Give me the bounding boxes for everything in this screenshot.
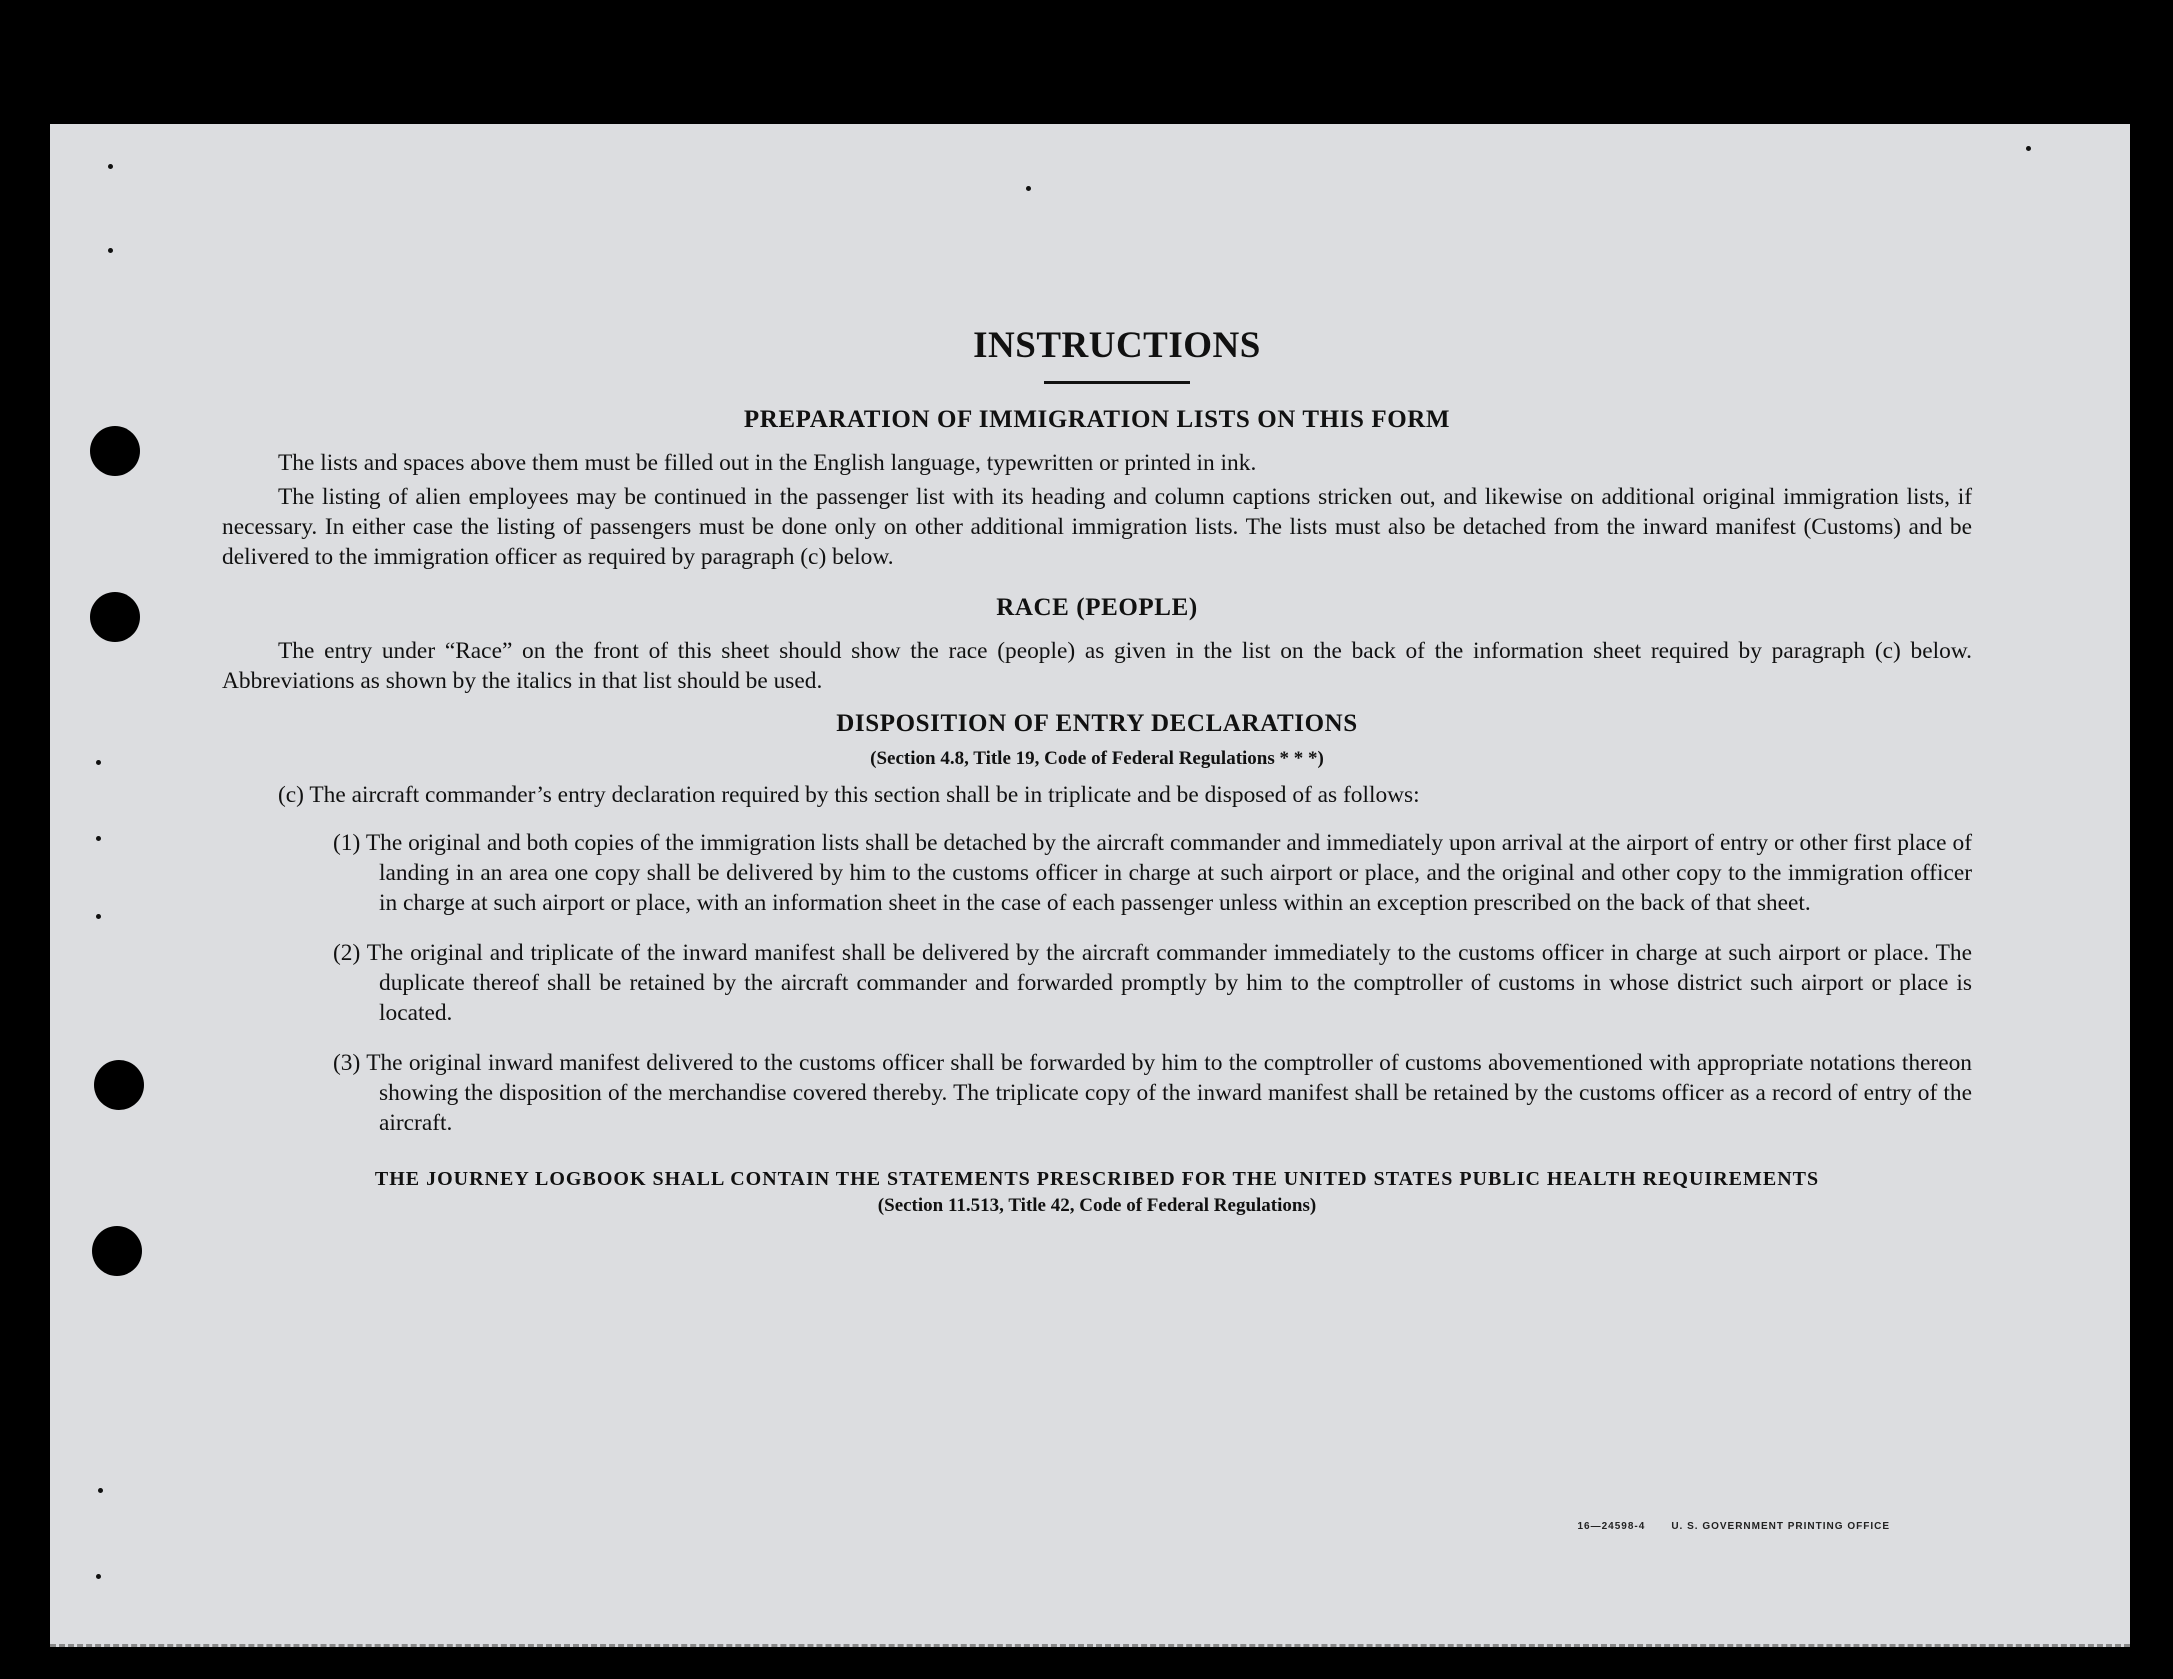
disposition-item-1: (1) The original and both copies of the immigration lists shall be detached by the aircraft commander and immediately upon arrival at the airport of entry or other first place of landing in an area one copy shall be delivered by him to the customs officer in charge at such airport or place, and the original and other copy to the immigration officer in charge at such airport or place, with an information sheet in the case of each passenger unless within an exception prescribed on the back of that sheet. — [333, 830, 1972, 916]
race-paragraph: The entry under “Race” on the front of this sheet should show the race (people) as given in the list on the back of the information sheet required by paragraph (c) below. Abbreviations as shown by the italics in that list should be used. — [222, 638, 1972, 694]
logbook-citation: (Section 11.513, Title 42, Code of Federal Regulations) — [877, 1195, 1317, 1216]
punch-hole — [90, 592, 140, 642]
punch-hole — [90, 426, 140, 476]
disposition-heading: DISPOSITION OF ENTRY DECLARATIONS — [836, 710, 1358, 737]
paper-sheet — [50, 124, 2130, 1647]
speck — [108, 164, 113, 169]
speck — [2026, 146, 2031, 151]
race-heading: RACE (PEOPLE) — [996, 594, 1198, 621]
disposition-citation: (Section 4.8, Title 19, Code of Federal Regulations * * *) — [870, 748, 1324, 769]
speck — [1026, 186, 1031, 191]
form-number: 16—24598-4 — [1577, 1521, 1646, 1532]
title-underline — [1044, 381, 1190, 384]
printer-name: U. S. GOVERNMENT PRINTING OFFICE — [1671, 1521, 1890, 1532]
speck — [96, 1574, 101, 1579]
preparation-heading: PREPARATION OF IMMIGRATION LISTS ON THIS FORM — [743, 406, 1451, 433]
punch-hole — [92, 1226, 142, 1276]
speck — [98, 1488, 103, 1493]
preparation-paragraph-2: The listing of alien employees may be continued in the passenger list with its heading and column captions stricken out, and likewise on additional original immigration lists, if necessary. In either case the listing of passengers must be done only on other additional immigration lists. The lists must also be detached from the inward manifest (Customs) and be delivered to the immigration officer as required by paragraph (c) below. — [222, 484, 1972, 570]
instructions-document — [222, 324, 1972, 1217]
disposition-item-3: (3) The original inward manifest delivered to the customs officer shall be forwarded by him to the comptroller of customs abovementioned with appropriate notations thereon showing the disposition of the merchandise covered thereby. The triplicate copy of the inward manifest shall be retained by the customs officer as a record of entry of the aircraft. — [333, 1050, 1972, 1136]
speck — [96, 914, 101, 919]
punch-hole — [94, 1060, 144, 1110]
disposition-item-2: (2) The original and triplicate of the inward manifest shall be delivered by the aircraft commander immediately to the customs officer in charge at such airport or place. The duplicate thereof shall be retained by the aircraft commander and forwarded promptly by him to the comptroller of customs in whose district such airport or place is located. — [333, 940, 1972, 1026]
logbook-statement: THE JOURNEY LOGBOOK SHALL CONTAIN THE STATEMENTS PRESCRIBED FOR THE UNITED STATES PUBLIC HEALTH REQUIREMENTS — [374, 1168, 1820, 1190]
preparation-paragraph-1: The lists and spaces above them must be filled out in the English language, typewritten or printed in ink. — [278, 450, 1257, 476]
printing-office-imprint — [1577, 1521, 1890, 1532]
speck — [96, 760, 101, 765]
document-title: INSTRUCTIONS — [973, 325, 1261, 366]
speck — [96, 836, 101, 841]
clause-c: (c) The aircraft commander’s entry declaration required by this section shall be in triplicate and be disposed of as follows: — [278, 782, 1420, 808]
speck — [108, 248, 113, 253]
